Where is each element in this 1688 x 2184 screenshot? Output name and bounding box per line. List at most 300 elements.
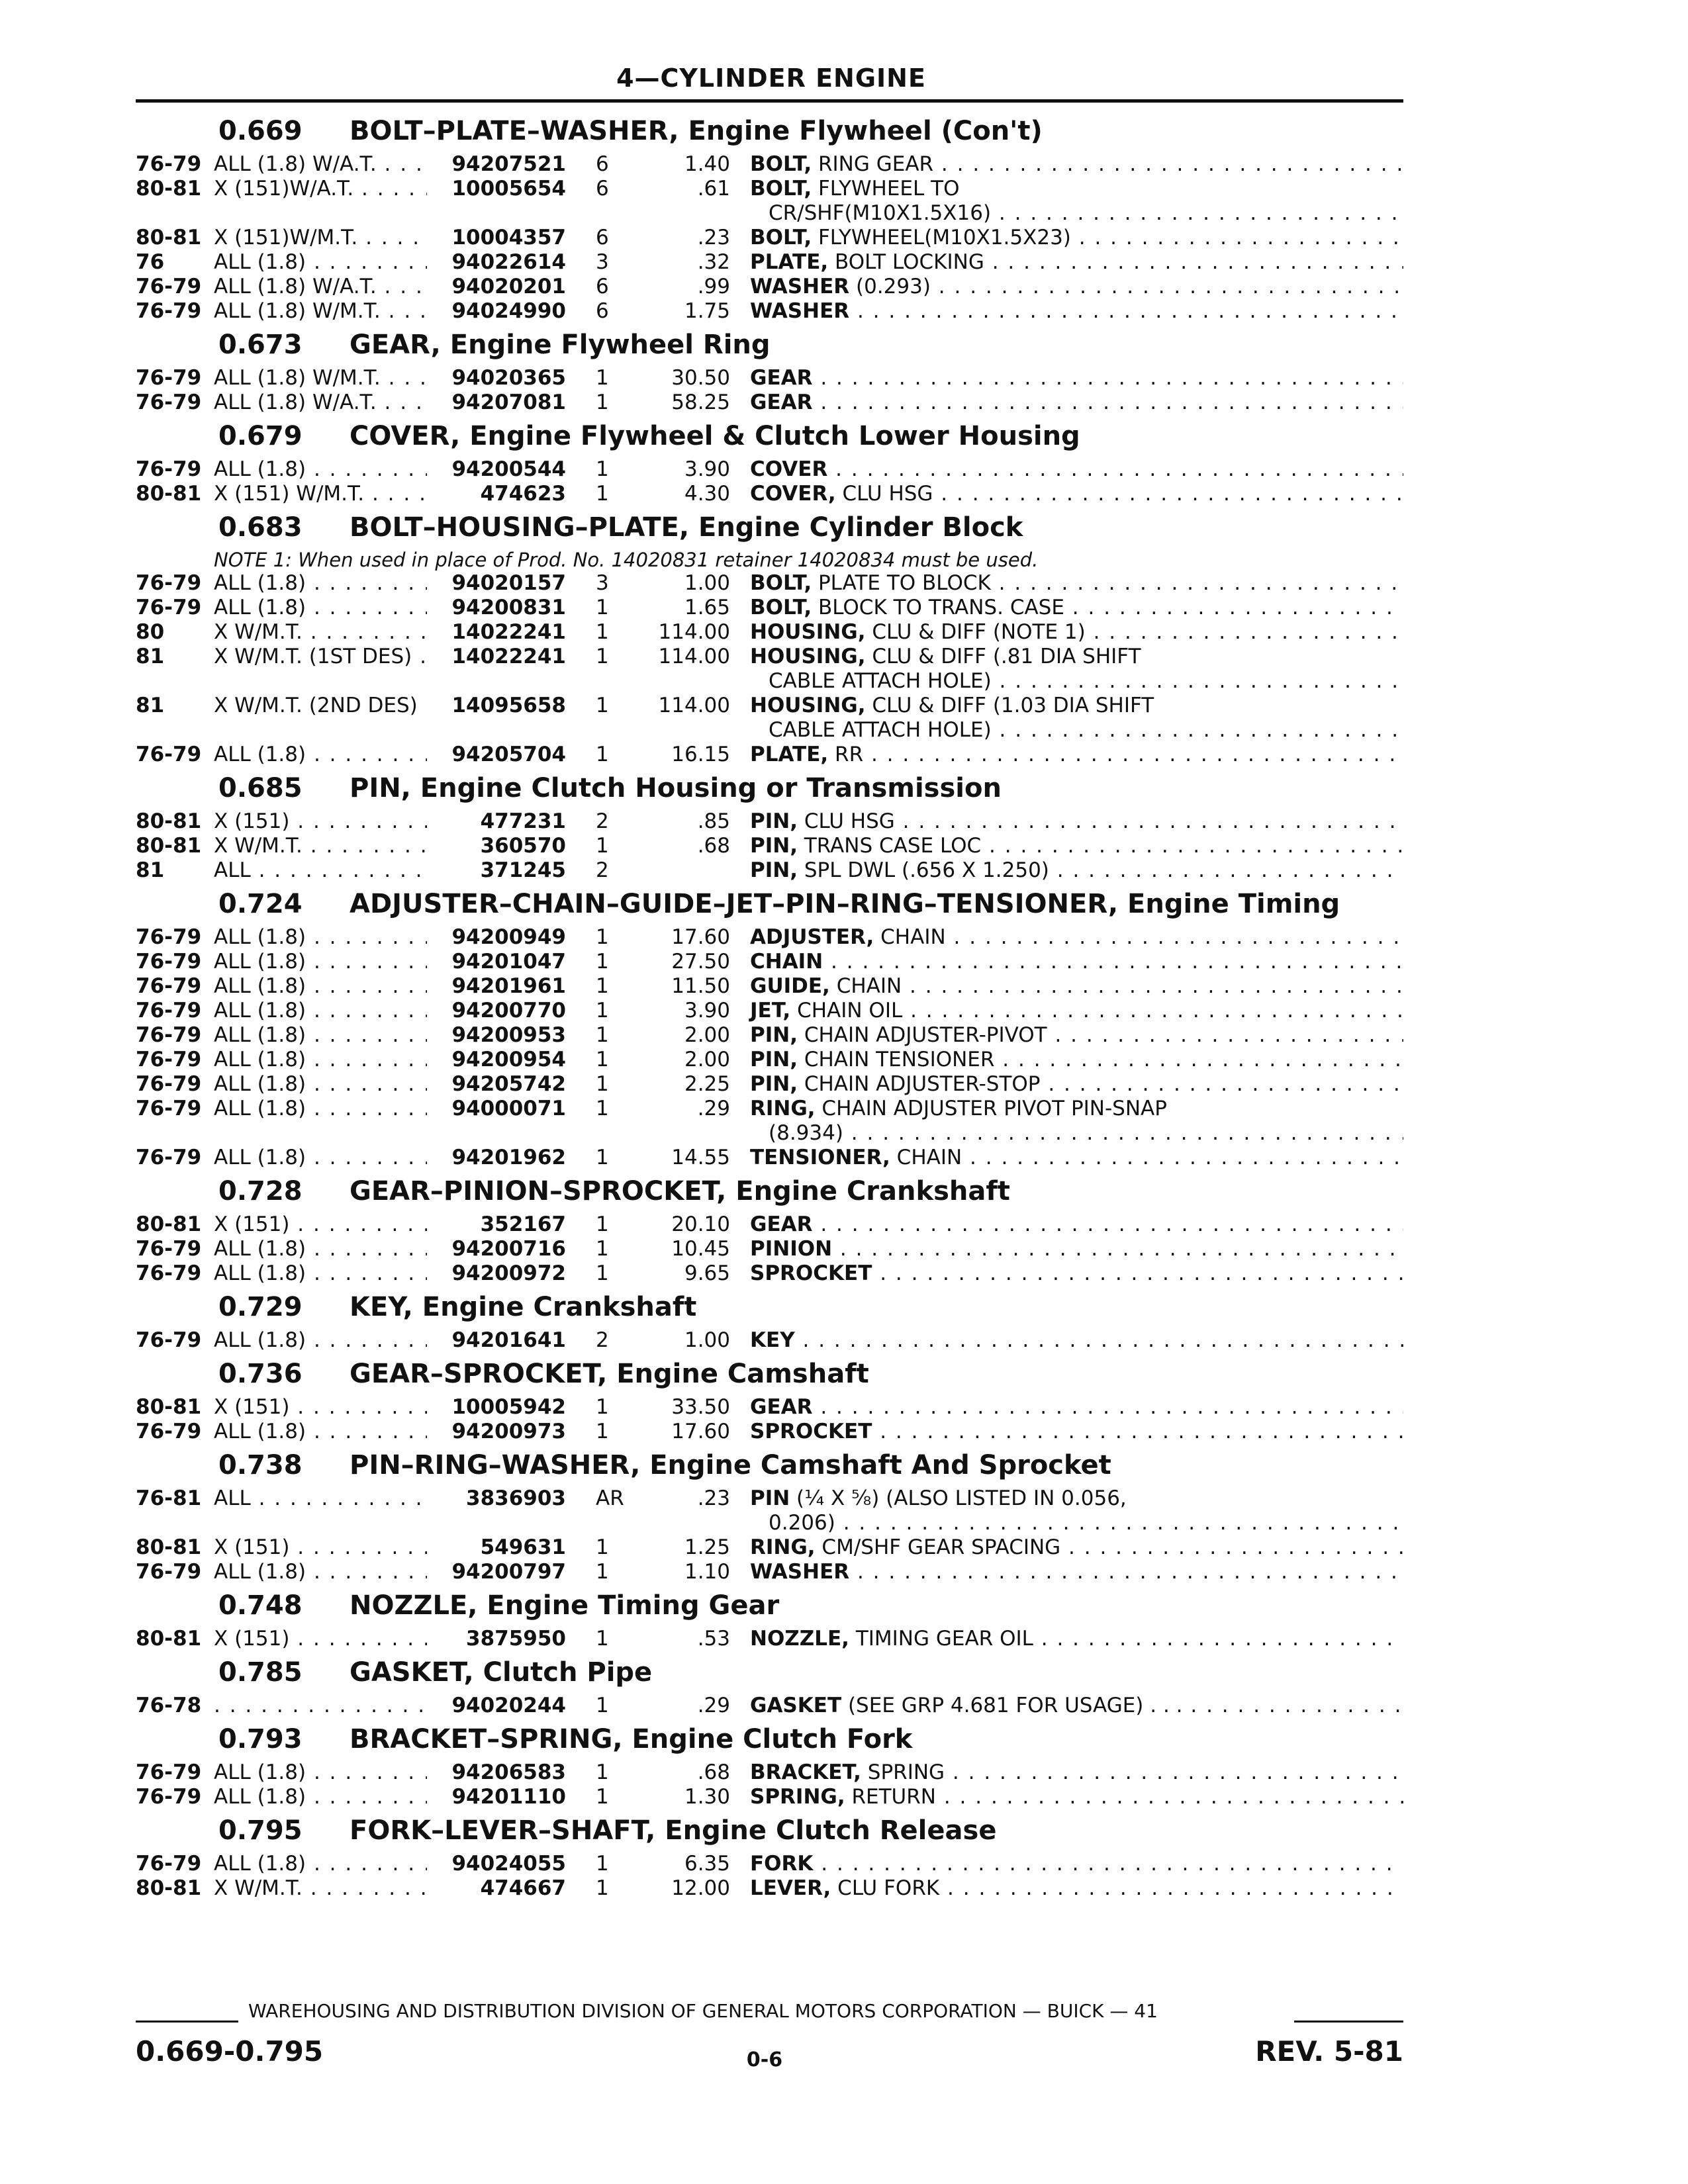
- part-number: 94201110: [451, 1785, 566, 1809]
- model-years: 76-79: [136, 1420, 202, 1443]
- description-detail: [872, 1420, 1403, 1443]
- application: [214, 1760, 427, 1785]
- application-text: ALL (1.8) . . .: [214, 596, 427, 619]
- group-title-text: ADJUSTER–CHAIN–GUIDE–JET–PIN–RING–TENSIONER, Engine Timing: [350, 889, 1340, 919]
- description-noun: RING,: [750, 1097, 816, 1120]
- description-detail: [812, 1212, 1403, 1236]
- group-heading: [136, 1584, 1403, 1627]
- part-row: [136, 1760, 1403, 1785]
- description-detail: CLU & DIFF (NOTE 1) . . .: [866, 620, 1404, 644]
- application-text: X (151) . . .: [214, 1535, 427, 1559]
- quantity: 1: [596, 1146, 609, 1169]
- description-detail: (0.293) . . .: [849, 275, 1403, 298]
- application-text: ALL (1.8) W/M.T. . . .: [214, 299, 427, 323]
- description-detail: [795, 1328, 1403, 1352]
- part-description: [730, 1261, 1403, 1286]
- model-years: 80-81: [136, 1876, 202, 1900]
- part-row: [136, 1785, 1403, 1809]
- application: [214, 974, 427, 999]
- list-price: 4.30: [684, 482, 730, 506]
- model-years: 76-79: [136, 974, 202, 998]
- application: [214, 1261, 427, 1286]
- part-description: [730, 1852, 1403, 1876]
- group-title-text: COVER, Engine Flywheel & Clutch Lower Housing: [350, 421, 1080, 451]
- part-description: [730, 809, 1403, 834]
- part-row: [136, 1023, 1403, 1048]
- description-detail: [832, 1237, 1403, 1261]
- model-years: 81: [136, 858, 165, 882]
- application-text: ALL (1.8) . . .: [214, 571, 427, 595]
- application: [214, 299, 427, 324]
- part-row: [136, 299, 1403, 324]
- group-number: 0.736: [218, 1359, 303, 1389]
- description-noun: PIN,: [750, 809, 798, 833]
- description-detail: CHAIN . . .: [830, 974, 1403, 998]
- part-number: 94020157: [451, 571, 566, 595]
- footer-rule-left: [136, 2021, 238, 2023]
- part-row: [136, 250, 1403, 275]
- description-detail: [849, 299, 1403, 323]
- quantity: 1: [596, 743, 609, 766]
- part-number: 474667: [480, 1876, 566, 1900]
- part-description: [730, 1328, 1403, 1353]
- part-description: [730, 275, 1403, 299]
- description-noun: SPRING,: [750, 1785, 845, 1809]
- model-years: 80-81: [136, 809, 202, 833]
- group-title-text: NOZZLE, Engine Timing Gear: [350, 1590, 780, 1621]
- application: [214, 152, 427, 177]
- list-price: 1.10: [684, 1560, 730, 1584]
- parts-group: [136, 1718, 1403, 1809]
- description-detail: RING GEAR . . .: [812, 152, 1403, 176]
- model-years: 80: [136, 620, 165, 644]
- list-price: 12.00: [671, 1876, 730, 1900]
- quantity: 1: [596, 1023, 609, 1047]
- description-noun: SPROCKET: [750, 1420, 872, 1443]
- part-row: [136, 1237, 1403, 1261]
- group-heading: [136, 1286, 1403, 1328]
- application-text: ALL (1.8) . . .: [214, 974, 427, 998]
- quantity: 1: [596, 1261, 609, 1285]
- model-years: 76-79: [136, 596, 202, 619]
- application-text: ALL (1.8) W/A.T. . . .: [214, 275, 427, 298]
- description-detail: RETURN . . .: [845, 1785, 1403, 1809]
- description-noun: KEY: [750, 1328, 795, 1352]
- application: [214, 1097, 427, 1121]
- part-number: 94200953: [451, 1023, 566, 1047]
- list-price: 1.00: [684, 1328, 730, 1352]
- model-years: 80-81: [136, 834, 202, 858]
- part-description: [730, 571, 1403, 596]
- model-years: 80-81: [136, 1212, 202, 1236]
- part-number: 94024990: [451, 299, 566, 323]
- part-description: [730, 858, 1403, 883]
- description-noun: HOUSING,: [750, 645, 866, 668]
- group-number: 0.738: [218, 1450, 303, 1480]
- part-number: 352167: [480, 1212, 566, 1236]
- description-detail: CLU HSG . . .: [798, 809, 1403, 833]
- quantity: 6: [596, 152, 609, 176]
- part-description: [730, 482, 1403, 506]
- list-price: 114.00: [658, 694, 730, 717]
- description-noun: PIN,: [750, 1048, 798, 1071]
- list-price: .53: [697, 1627, 730, 1651]
- model-years: 80-81: [136, 177, 202, 201]
- application-text: ALL (1.8) W/A.T. . . .: [214, 152, 427, 176]
- part-description: [730, 596, 1403, 620]
- list-price: 20.10: [671, 1212, 730, 1236]
- part-description: [730, 645, 1403, 669]
- part-row: [136, 390, 1403, 415]
- application: [214, 226, 427, 250]
- part-description: [730, 1212, 1403, 1237]
- application-text: ALL (1.8) . . .: [214, 1097, 427, 1120]
- list-price: 27.50: [671, 950, 730, 974]
- application-text: ALL (1.8) . . .: [214, 1261, 427, 1285]
- part-row: [136, 1535, 1403, 1560]
- part-number: 94022614: [451, 250, 566, 274]
- part-row: [136, 275, 1403, 299]
- list-price: .32: [697, 250, 730, 274]
- application: [214, 1146, 427, 1170]
- part-description: [730, 620, 1403, 645]
- quantity: 1: [596, 645, 609, 668]
- quantity: 1: [596, 925, 609, 949]
- part-number: 94201961: [451, 974, 566, 998]
- application-text: ALL (1.8) . . .: [214, 950, 427, 974]
- description-detail: CLU & DIFF (1.03 DIA SHIFT: [865, 694, 1154, 717]
- footer-division: WAREHOUSING AND DISTRIBUTION DIVISION OF GENERAL MOTORS CORPORATION — BUICK — 41: [248, 2000, 1158, 2022]
- description-detail: CHAIN ADJUSTER PIVOT PIN-SNAP: [815, 1097, 1167, 1120]
- part-description: [730, 974, 1403, 999]
- page-title: 4—CYLINDER ENGINE: [616, 64, 926, 93]
- model-years: 76-79: [136, 743, 202, 766]
- part-description: [730, 1627, 1403, 1651]
- group-heading: [136, 1718, 1403, 1760]
- parts-group: [136, 883, 1403, 1170]
- application-text: ALL (1.8) . . .: [214, 1560, 427, 1584]
- list-price: .85: [697, 809, 730, 833]
- part-number: 10005942: [451, 1395, 566, 1419]
- group-title-text: KEY, Engine Crankshaft: [350, 1292, 697, 1322]
- part-number: 94201641: [451, 1328, 566, 1352]
- description-noun: NOZZLE,: [750, 1627, 849, 1651]
- application: [214, 275, 427, 299]
- description-noun: COVER: [750, 457, 828, 481]
- quantity: 6: [596, 275, 609, 298]
- group-number: 0.673: [218, 330, 303, 360]
- group-heading: [136, 1170, 1403, 1212]
- part-description: [730, 1486, 1403, 1511]
- part-description: [730, 1535, 1403, 1560]
- quantity: 6: [596, 299, 609, 323]
- quantity: 1: [596, 1048, 609, 1071]
- part-description: [730, 834, 1403, 858]
- application-text: ALL (1.8) . . .: [214, 1420, 427, 1443]
- part-row: [136, 1876, 1403, 1901]
- quantity: 3: [596, 250, 609, 274]
- part-number: 94020201: [451, 275, 566, 298]
- application: [214, 1328, 427, 1353]
- model-years: 76-79: [136, 299, 202, 323]
- part-number: 477231: [480, 809, 566, 833]
- application-text: ALL (1.8) . . .: [214, 1852, 427, 1876]
- quantity: 1: [596, 1097, 609, 1120]
- part-number: 14022241: [451, 620, 566, 644]
- list-price: 10.45: [671, 1237, 730, 1261]
- application: [214, 1876, 427, 1901]
- description-noun: WASHER: [750, 299, 850, 323]
- part-description-cont: [730, 718, 1403, 743]
- model-years: 80-81: [136, 1395, 202, 1419]
- description-noun: PLATE,: [750, 743, 829, 766]
- description-detail: [812, 1395, 1403, 1419]
- application: [214, 950, 427, 974]
- list-price: 2.25: [684, 1072, 730, 1096]
- quantity: 1: [596, 1785, 609, 1809]
- quantity: 1: [596, 1560, 609, 1584]
- quantity: 1: [596, 694, 609, 717]
- application: [214, 1395, 427, 1420]
- list-price: .61: [697, 177, 730, 201]
- part-number: 360570: [480, 834, 566, 858]
- description-noun: PLATE,: [750, 250, 829, 274]
- application: [214, 1785, 427, 1809]
- part-row: [136, 809, 1403, 834]
- part-description: [730, 1876, 1403, 1901]
- group-title-text: PIN–RING–WASHER, Engine Camshaft And Sprocket: [350, 1450, 1111, 1480]
- quantity: 1: [596, 1237, 609, 1261]
- application-text: X (151) . . .: [214, 1212, 427, 1236]
- list-price: 1.25: [684, 1535, 730, 1559]
- group-heading: [136, 415, 1403, 457]
- parts-group: [136, 1170, 1403, 1286]
- description-detail: [872, 1261, 1403, 1285]
- quantity: 1: [596, 1694, 609, 1717]
- application: [214, 1694, 427, 1718]
- part-description: [730, 1237, 1403, 1261]
- application: [214, 1212, 427, 1237]
- group-heading: [136, 110, 1403, 152]
- model-years: 76-79: [136, 1760, 202, 1784]
- application-text: X W/M.T. (1ST DES) . . .: [214, 645, 427, 668]
- part-description-cont: [730, 669, 1403, 694]
- quantity: 1: [596, 1395, 609, 1419]
- application-text: X W/M.T. . . .: [214, 620, 427, 644]
- quantity: 1: [596, 834, 609, 858]
- description-noun: GEAR: [750, 1395, 813, 1419]
- parts-group: [136, 506, 1403, 767]
- part-number: 94200972: [451, 1261, 566, 1285]
- description-noun: CHAIN: [750, 950, 823, 974]
- application-text: ALL . . .: [214, 1486, 427, 1510]
- part-row: [136, 1694, 1403, 1718]
- part-description: [730, 1146, 1403, 1170]
- description-noun: GUIDE,: [750, 974, 830, 998]
- quantity: 6: [596, 177, 609, 201]
- description-noun: BOLT,: [750, 596, 812, 619]
- part-description-cont: [730, 201, 1403, 226]
- group-number: 0.795: [218, 1815, 303, 1846]
- parts-group: [136, 1651, 1403, 1718]
- description-continuation-row: [136, 669, 1403, 694]
- part-row: [136, 950, 1403, 974]
- description-text: CR/SHF(M10X1.5X16) . . .: [769, 201, 1403, 225]
- list-price: .68: [697, 1760, 730, 1784]
- description-continuation-row: [136, 718, 1403, 743]
- group-number: 0.683: [218, 512, 303, 543]
- group-title-text: GASKET, Clutch Pipe: [350, 1657, 653, 1688]
- part-description: [730, 1785, 1403, 1809]
- application-text: X (151)W/M.T. . . .: [214, 226, 427, 250]
- part-description: [730, 743, 1403, 767]
- quantity: 1: [596, 457, 609, 481]
- description-noun: PIN,: [750, 858, 798, 882]
- group-heading: [136, 506, 1403, 549]
- application: [214, 858, 427, 883]
- application: [214, 1560, 427, 1584]
- group-number: 0.729: [218, 1292, 303, 1322]
- model-years: 80-81: [136, 1535, 202, 1559]
- description-detail: CHAIN . . .: [890, 1146, 1403, 1169]
- model-years: 81: [136, 694, 165, 717]
- model-years: 76-79: [136, 571, 202, 595]
- part-row: [136, 974, 1403, 999]
- description-detail: CHAIN ADJUSTER-PIVOT . . .: [798, 1023, 1403, 1047]
- part-row: [136, 1072, 1403, 1097]
- group-heading: [136, 1353, 1403, 1395]
- description-detail: BOLT LOCKING . . .: [828, 250, 1403, 274]
- quantity: 1: [596, 974, 609, 998]
- group-heading: [136, 883, 1403, 925]
- description-noun: BOLT,: [750, 571, 812, 595]
- part-description: [730, 925, 1403, 950]
- part-row: [136, 1328, 1403, 1353]
- application-text: X W/M.T. . . .: [214, 834, 427, 858]
- application: [214, 596, 427, 620]
- application-text: ALL . . .: [214, 858, 427, 882]
- part-row: [136, 925, 1403, 950]
- part-number: 94201962: [451, 1146, 566, 1169]
- model-years: 76: [136, 250, 165, 274]
- footer-group-range: 0.669-0.795: [136, 2035, 324, 2068]
- description-detail: (¼ X ⅝) (ALSO LISTED IN 0.056,: [790, 1486, 1127, 1510]
- application: [214, 482, 427, 506]
- description-detail: [812, 390, 1403, 414]
- model-years: 76-79: [136, 999, 202, 1023]
- footer-revision: REV. 5-81: [1255, 2035, 1403, 2068]
- group-title-text: GEAR–PINION–SPROCKET, Engine Crankshaft: [350, 1176, 1010, 1206]
- list-price: 1.40: [684, 152, 730, 176]
- part-description: [730, 366, 1403, 390]
- application: [214, 1072, 427, 1097]
- part-row: [136, 1097, 1403, 1121]
- description-noun: BRACKET,: [750, 1760, 861, 1784]
- part-number: 94024055: [451, 1852, 566, 1876]
- list-price: 58.25: [671, 390, 730, 414]
- part-description: [730, 390, 1403, 415]
- model-years: 80-81: [136, 226, 202, 250]
- parts-group: [136, 1286, 1403, 1353]
- application-text: ALL (1.8) . . .: [214, 1237, 427, 1261]
- part-description: [730, 250, 1403, 275]
- part-description: [730, 999, 1403, 1023]
- description-noun: PIN,: [750, 1072, 798, 1096]
- description-noun: HOUSING,: [750, 620, 866, 644]
- parts-group: [136, 324, 1403, 415]
- application: [214, 1420, 427, 1444]
- group-title-text: BRACKET–SPRING, Engine Clutch Fork: [350, 1724, 913, 1754]
- quantity: AR: [596, 1486, 624, 1510]
- part-number: 3875950: [466, 1627, 566, 1651]
- description-noun: WASHER: [750, 1560, 850, 1584]
- description-noun: WASHER: [750, 275, 850, 298]
- description-noun: GEAR: [750, 1212, 813, 1236]
- list-price: .29: [697, 1694, 730, 1717]
- application-text: ALL (1.8) W/M.T. . . .: [214, 366, 427, 390]
- application-text: X W/M.T. (2ND DES) . . .: [214, 694, 427, 717]
- application: [214, 809, 427, 834]
- list-price: .29: [697, 1097, 730, 1120]
- list-price: .23: [697, 226, 730, 250]
- part-row: [136, 152, 1403, 177]
- model-years: 76-79: [136, 390, 202, 414]
- application-text: ALL (1.8) . . .: [214, 743, 427, 766]
- model-years: 76-79: [136, 1852, 202, 1876]
- quantity: 1: [596, 1420, 609, 1443]
- description-continuation-row: [136, 1121, 1403, 1146]
- part-description: [730, 152, 1403, 177]
- list-price: 17.60: [671, 925, 730, 949]
- quantity: 1: [596, 366, 609, 390]
- part-number: 94020365: [451, 366, 566, 390]
- quantity: 1: [596, 1072, 609, 1096]
- part-number: 94200544: [451, 457, 566, 481]
- part-row: [136, 1395, 1403, 1420]
- part-number: 94200716: [451, 1237, 566, 1261]
- description-noun: GASKET: [750, 1694, 842, 1717]
- description-noun: GEAR: [750, 366, 813, 390]
- application: [214, 1048, 427, 1072]
- parts-group: [136, 415, 1403, 506]
- part-number: 94207521: [451, 152, 566, 176]
- application: [214, 999, 427, 1023]
- description-text: CABLE ATTACH HOLE) . . .: [769, 669, 1403, 693]
- part-row: [136, 858, 1403, 883]
- description-noun: LEVER,: [750, 1876, 831, 1900]
- part-row: [136, 1486, 1403, 1511]
- part-row: [136, 834, 1403, 858]
- description-noun: HOUSING,: [750, 694, 866, 717]
- application: [214, 1627, 427, 1651]
- description-detail: [812, 366, 1403, 390]
- part-row: [136, 366, 1403, 390]
- model-years: 76-79: [136, 1146, 202, 1169]
- part-row: [136, 596, 1403, 620]
- group-number: 0.669: [218, 116, 303, 146]
- application-text: X (151) . . .: [214, 1627, 427, 1651]
- description-detail: RR . . .: [828, 743, 1403, 766]
- model-years: 80-81: [136, 482, 202, 506]
- quantity: 2: [596, 858, 609, 882]
- part-row: [136, 177, 1403, 201]
- part-description: [730, 1097, 1403, 1121]
- description-detail: CLU HSG . . .: [836, 482, 1403, 506]
- quantity: 1: [596, 950, 609, 974]
- application-text: X (151) . . .: [214, 809, 427, 833]
- application-text: ALL (1.8) . . .: [214, 999, 427, 1023]
- quantity: 1: [596, 1535, 609, 1559]
